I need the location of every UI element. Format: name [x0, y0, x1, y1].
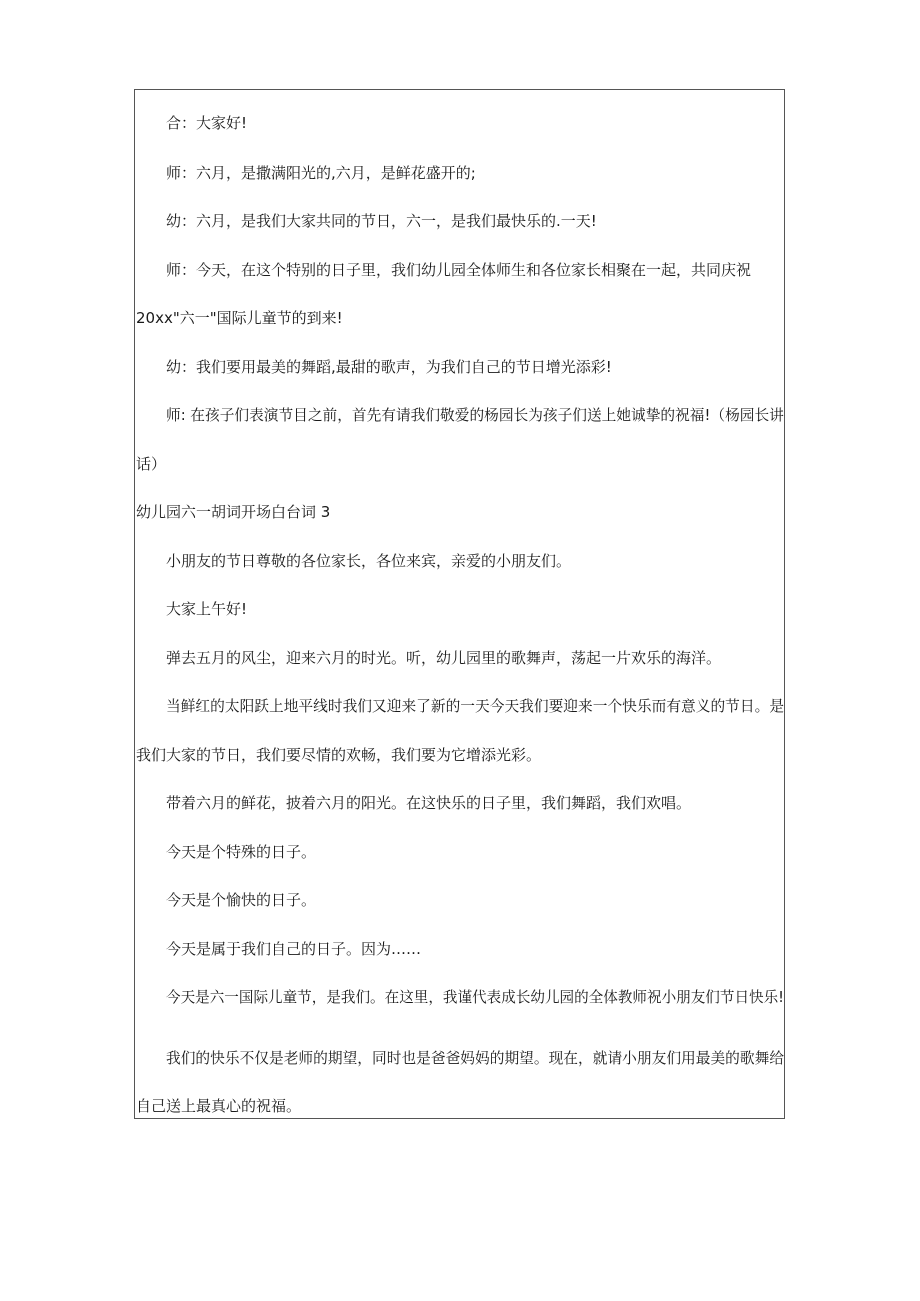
paragraph: 今天是个愉快的日子。	[166, 891, 317, 909]
paragraph: 带着六月的鲜花，披着六月的阳光。在这快乐的日子里，我们舞蹈，我们欢唱。	[166, 794, 692, 812]
paragraph: 今天是个特殊的日子。	[166, 843, 317, 861]
paragraph: 弹去五月的风尘，迎来六月的时光。听，幼儿园里的歌舞声，荡起一片欢乐的海洋。	[166, 649, 722, 667]
dialogue-line-teacher-2-cont: 20xx"六一"国际儿童节的到来!	[136, 309, 343, 327]
paragraph-cont: 我们大家的节日，我们要尽情的欢畅，我们要为它增添光彩。	[136, 746, 542, 764]
paragraph: 大家上午好!	[166, 600, 248, 618]
dialogue-line-all: 合：大家好!	[166, 114, 248, 132]
dialogue-line-child-2: 幼：我们要用最美的舞蹈,最甜的歌声，为我们自己的节日增光添彩!	[166, 358, 612, 376]
paragraph-cont: 自己送上最真心的祝福。	[136, 1097, 302, 1115]
paragraph: 我们的快乐不仅是老师的期望，同时也是爸爸妈妈的期望。现在，就请小朋友们用最美的歌舞给	[166, 1049, 785, 1067]
paragraph: 当鲜红的太阳跃上地平线时我们又迎来了新的一天今天我们要迎来一个快乐而有意义的节日。是	[166, 697, 785, 715]
dialogue-line-teacher-2: 师：今天，在这个特别的日子里，我们幼儿园全体师生和各位家长相聚在一起，共同庆祝	[166, 261, 752, 279]
paragraph: 小朋友的节日尊敬的各位家长，各位来宾，亲爱的小朋友们。	[166, 552, 572, 570]
dialogue-line-teacher-3-cont: 话）	[136, 455, 167, 473]
dialogue-line-teacher-3: 师: 在孩子们表演节目之前，首先有请我们敬爱的杨园长为孩子们送上她诚挚的祝福!（杨园长讲	[166, 406, 784, 424]
paragraph: 今天是属于我们自己的日子。因为……	[166, 940, 422, 958]
dialogue-line-teacher-1: 师：六月，是撒满阳光的,六月，是鲜花盛开的;	[166, 164, 476, 182]
dialogue-line-child-1: 幼：六月，是我们大家共同的节日，六一，是我们最快乐的.一天!	[166, 212, 597, 230]
paragraph: 今天是六一国际儿童节，是我们。在这里，我谨代表成长幼儿园的全体教师祝小朋友们节日快乐!	[166, 988, 785, 1006]
section-heading: 幼儿园六一胡词开场白台词 3	[136, 503, 331, 521]
